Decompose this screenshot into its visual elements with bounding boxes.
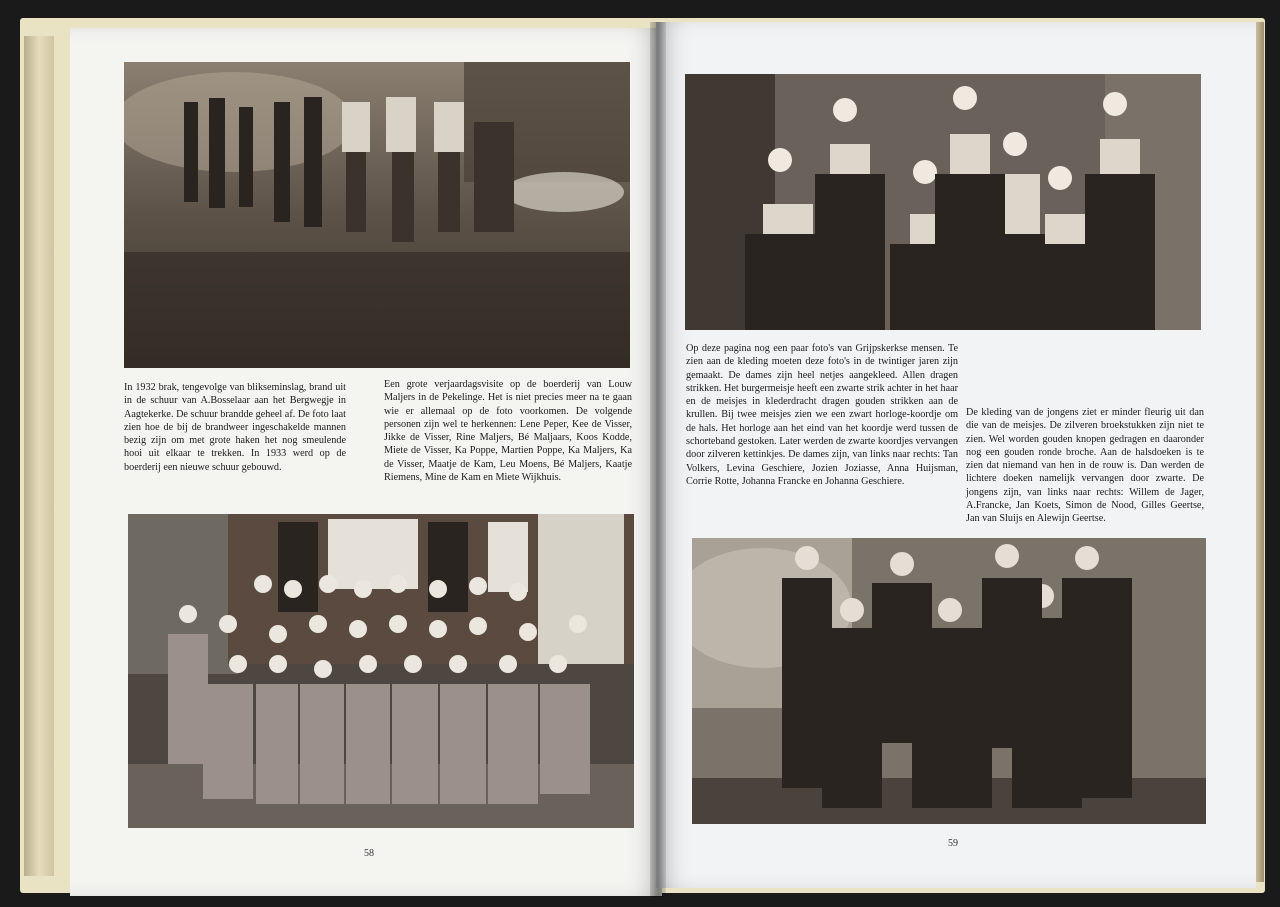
- book-page-stack-left: [24, 36, 54, 876]
- left-page: [70, 28, 662, 896]
- page-number-left: 58: [364, 848, 374, 859]
- caption-boys: De kleding van de jongens ziet er minder fleurig uit dan die van de meisjes. De zilveren broekstukken zijn niet te zien. Wel worden gouden knopen gedragen en daaronder nog een gouden ronde broche. Aan de halsdoeken is te zien dat niemand van hen in de rouw is. Dan werden de lichtere doeken namelijk vervangen door zwarte. De jongens zijn, van links naar rechts: Willem de Jager, A.Francke, Jan Koets, Simon de Nood, Gilles Geertse, Jan van Sluijs en Alewijn Geertse.: [966, 407, 1204, 525]
- caption-girls: Op deze pagina nog een paar foto's van Grijpskerkse mensen. Te zien aan de kleding moeten deze foto's in de twintiger jaren zijn gemaakt. De dames zijn heel netjes aangekleed. Allen dragen strikken. Het burgermeisje heeft een zwarte strik achter in het haar en de meisjes in klederdracht dragen gouden strikken aan de krullen. Bij twee meisjes zien we een zwart horloge-koordje om de hals. Het horloge aan het eind van het koordje werd tussen de schorteband gestoken. Later werden de zwarte koordjes vervangen door zilveren kettinkjes. De dames zijn, van links naar rechts: Tan Volkers, Levina Geschiere, Jozien Joziasse, Anna Huijsman, Corrie Rotte, Johanna Francke en Johanna Geschiere.: [686, 343, 958, 487]
- right-page: [656, 22, 1256, 888]
- photo-fire-barn: [124, 62, 630, 368]
- photo-girls-group: [685, 74, 1201, 330]
- book-gutter: [650, 22, 666, 897]
- caption-birthday-visit: Een grote verjaardagsvisite op de boerderij van Louw Maljers in de Pekelinge. Het is niet precies meer na te gaan wie er allemaal op de foto voorkomen. De volgende personen zijn wel te herkennen: Lene Peper, Kee de Visser, Jikke de Visser, Rine Maljers, Bé Maljaars, Koos Kodde, Miete de Visser, Ka Poppe, Martien Poppe, Ka Maljers, Ka de Visser, Maatje de Kam, Leu Moens, Bé Maljers, Kaatje Riemens, Mine de Kam en Miete Wijkhuis.: [384, 379, 632, 484]
- photo-boys-group: [692, 538, 1206, 824]
- caption-fire: In 1932 brak, tengevolge van blikseminslag, brand uit in de schuur van A.Bosselaar aan het Bergwegje in Aagtekerke. De schuur brandde geheel af. De foto laat zien hoe de bij de brandweer ingeschakelde mannen bezig zijn om met grote haken het nog smeulende hooi uit elkaar te trekken. In 1933 werd op de boerderij een nieuwe schuur gebouwd.: [124, 382, 346, 473]
- photo-birthday-visit-women: [128, 514, 634, 828]
- page-number-right: 59: [948, 838, 958, 849]
